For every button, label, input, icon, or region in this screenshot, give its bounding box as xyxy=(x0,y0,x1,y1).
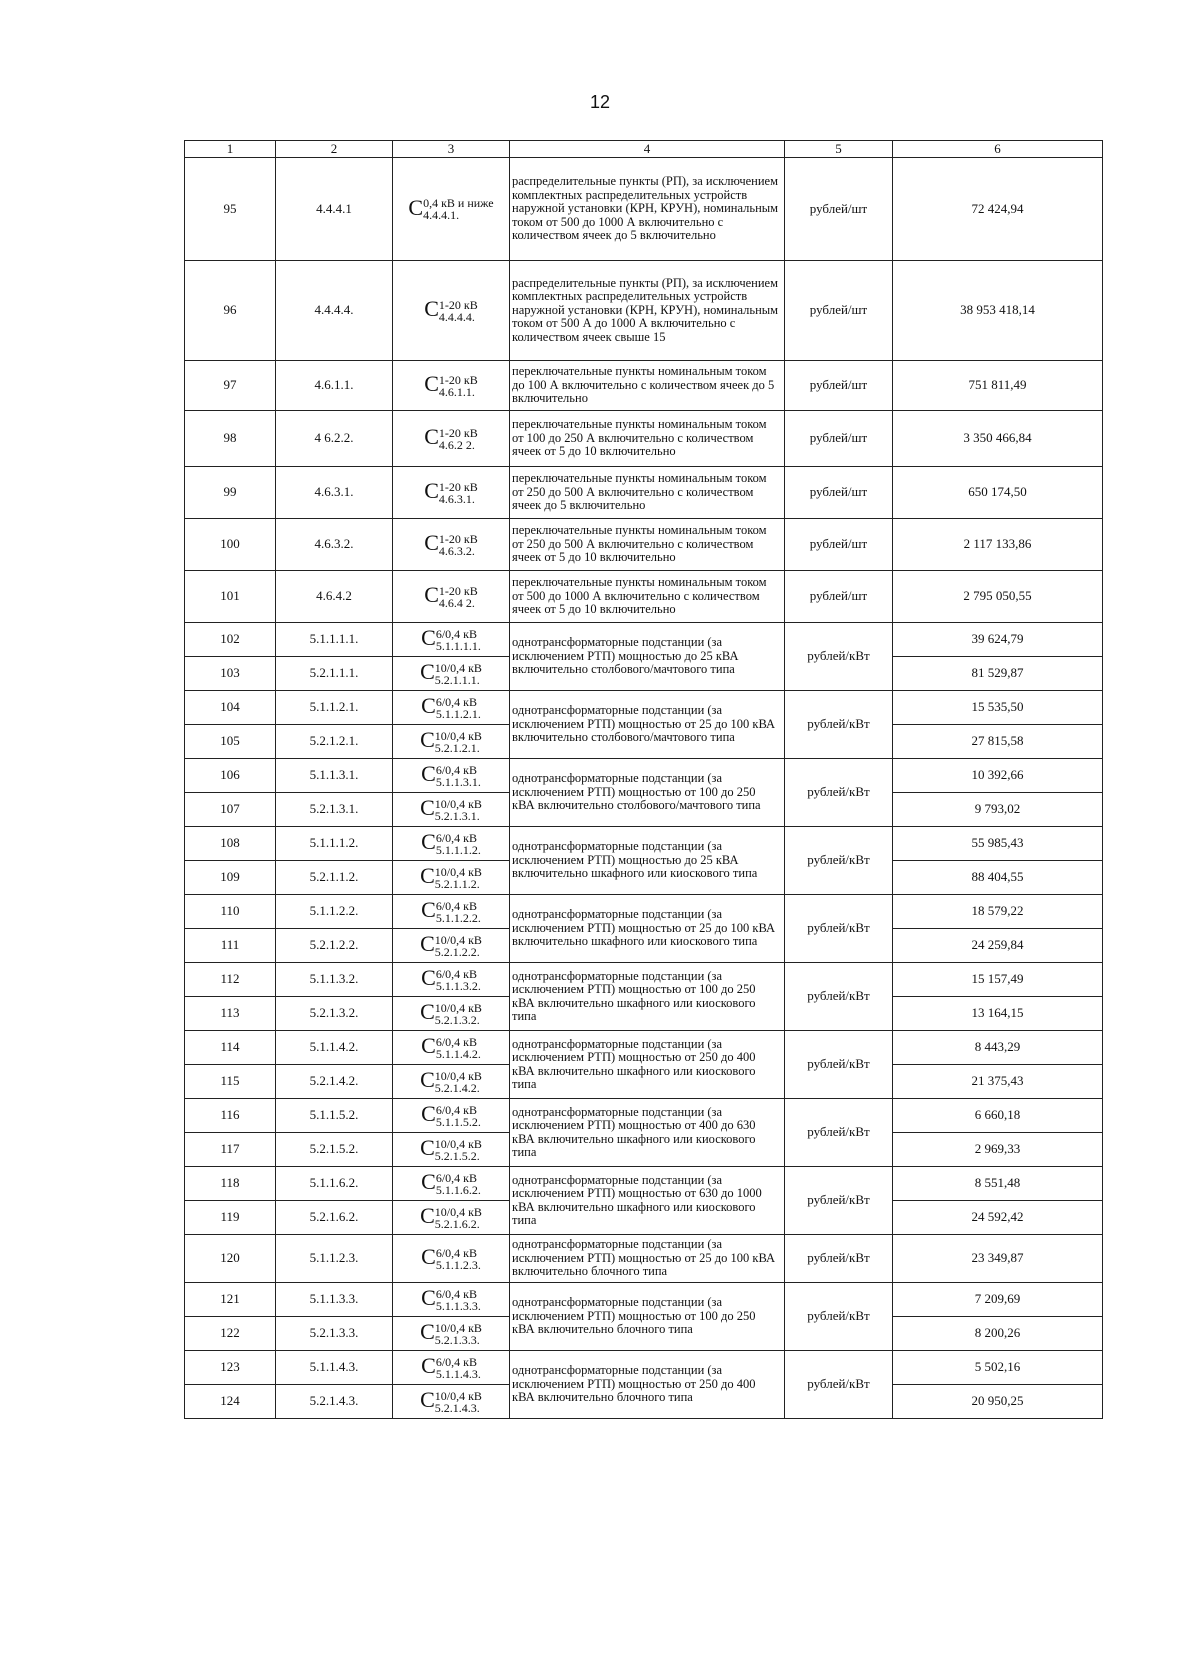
rate-index-subscript: 5.2.1.4.2. xyxy=(434,1080,480,1095)
rate-code-cell xyxy=(393,759,510,793)
rate-code-cell xyxy=(393,1283,510,1317)
rate-code-cell xyxy=(393,1133,510,1167)
row-number: 108 xyxy=(185,827,276,861)
section-code: 5.1.1.2.3. xyxy=(276,1235,393,1283)
object-description: переключательные пункты номинальным током от 250 до 500 А включительно с количеством ячеек до 5 включительно xyxy=(510,467,785,519)
rate-code-cell xyxy=(393,467,510,519)
row-number: 109 xyxy=(185,861,276,895)
section-code: 5.1.1.2.1. xyxy=(276,691,393,725)
rate-symbol: C 10/0,4 кВ 5.2.1.2.1. xyxy=(420,727,482,755)
price-value: 2 969,33 xyxy=(893,1133,1103,1167)
section-code: 5.2.1.4.2. xyxy=(276,1065,393,1099)
table-row xyxy=(185,158,1103,261)
rate-symbol: C 6/0,4 кВ 5.1.1.1.2. xyxy=(421,829,481,857)
rate-voltage-superscript: 1-20 кВ xyxy=(438,479,478,494)
unit-of-measure: рублей/кВт xyxy=(785,1351,893,1419)
price-value: 24 592,42 xyxy=(893,1201,1103,1235)
rate-voltage-superscript: 6/0,4 кВ xyxy=(435,1286,478,1301)
rate-voltage-superscript: 6/0,4 кВ xyxy=(435,898,478,913)
unit-of-measure: рублей/шт xyxy=(785,158,893,261)
rate-code-cell xyxy=(393,963,510,997)
rate-index-subscript: 5.1.1.2.1. xyxy=(435,706,481,721)
section-code: 5.1.1.2.2. xyxy=(276,895,393,929)
rate-symbol: C 6/0,4 кВ 5.1.1.3.2. xyxy=(421,965,481,993)
object-description: однотрансформаторные подстанции (за исключением РТП) мощностью от 25 до 100 кВА включительно блочного типа xyxy=(510,1235,785,1283)
rate-code-cell xyxy=(393,1065,510,1099)
table-row xyxy=(185,895,1103,929)
rate-voltage-superscript: 1-20 кВ xyxy=(438,425,478,440)
rate-code-cell xyxy=(393,793,510,827)
price-value: 23 349,87 xyxy=(893,1235,1103,1283)
price-value: 15 157,49 xyxy=(893,963,1103,997)
price-value: 5 502,16 xyxy=(893,1351,1103,1385)
rate-code-cell xyxy=(393,725,510,759)
price-value: 13 164,15 xyxy=(893,997,1103,1031)
table-row xyxy=(185,571,1103,623)
row-number: 100 xyxy=(185,519,276,571)
price-value: 2 795 050,55 xyxy=(893,571,1103,623)
rate-symbol: C 1-20 кВ 4.4.4.4. xyxy=(424,296,478,324)
object-description: распределительные пункты (РП), за исключением комплектных распределительных устройств наружной установки (КРН, КРУН), номинальным током от 500 до 1000 А включительно с количеством ячеек до 5 включительно xyxy=(510,158,785,261)
row-number: 123 xyxy=(185,1351,276,1385)
rate-index-subscript: 4.6.4 2. xyxy=(438,595,475,610)
rate-index-subscript: 4.4.4.1. xyxy=(423,208,460,223)
price-value: 8 200,26 xyxy=(893,1317,1103,1351)
unit-of-measure: рублей/шт xyxy=(785,361,893,411)
object-description: переключательные пункты номинальным током от 250 до 500 А включительно с количеством ячеек от 5 до 10 включительно xyxy=(510,519,785,571)
section-code: 5.2.1.1.1. xyxy=(276,657,393,691)
object-description: распределительные пункты (РП), за исключением комплектных распределительных устройств наружной установки (КРН, КРУН), номинальным током от 500 А до 1000 А включительно с количеством ячеек свыше 15 xyxy=(510,261,785,361)
rate-voltage-superscript: 6/0,4 кВ xyxy=(435,626,478,641)
object-description: однотрансформаторные подстанции (за исключением РТП) мощностью до 25 кВА включительно столбового/мачтового типа xyxy=(510,623,785,691)
price-value: 27 815,58 xyxy=(893,725,1103,759)
rate-index-subscript: 5.1.1.2.2. xyxy=(435,910,481,925)
unit-of-measure: рублей/кВт xyxy=(785,1235,893,1283)
rate-symbol: C 10/0,4 кВ 5.2.1.6.2. xyxy=(420,1203,482,1231)
column-header-4: 4 xyxy=(510,141,785,158)
column-header-3: 3 xyxy=(393,141,510,158)
rate-index-subscript: 5.1.1.1.1. xyxy=(435,638,481,653)
rate-symbol: C 1-20 кВ 4.6.3.1. xyxy=(424,478,478,506)
rate-voltage-superscript: 10/0,4 кВ xyxy=(434,1388,482,1403)
row-number: 122 xyxy=(185,1317,276,1351)
rate-voltage-superscript: 6/0,4 кВ xyxy=(435,1102,478,1117)
column-header-5: 5 xyxy=(785,141,893,158)
price-value: 55 985,43 xyxy=(893,827,1103,861)
price-value: 2 117 133,86 xyxy=(893,519,1103,571)
price-value: 38 953 418,14 xyxy=(893,261,1103,361)
price-value: 18 579,22 xyxy=(893,895,1103,929)
row-number: 116 xyxy=(185,1099,276,1133)
section-code: 5.2.1.6.2. xyxy=(276,1201,393,1235)
column-header-1: 1 xyxy=(185,141,276,158)
section-code: 4.4.4.4. xyxy=(276,261,393,361)
object-description: однотрансформаторные подстанции (за исключением РТП) мощностью от 400 до 630 кВА включительно шкафного или киоскового типа xyxy=(510,1099,785,1167)
section-code: 5.2.1.3.3. xyxy=(276,1317,393,1351)
price-value: 72 424,94 xyxy=(893,158,1103,261)
rate-voltage-superscript: 1-20 кВ xyxy=(438,583,478,598)
rate-voltage-superscript: 6/0,4 кВ xyxy=(435,694,478,709)
rate-code-cell xyxy=(393,158,510,261)
unit-of-measure: рублей/кВт xyxy=(785,1099,893,1167)
unit-of-measure: рублей/кВт xyxy=(785,895,893,963)
row-number: 124 xyxy=(185,1385,276,1419)
rate-index-subscript: 5.2.1.3.2. xyxy=(434,1012,480,1027)
row-number: 104 xyxy=(185,691,276,725)
unit-of-measure: рублей/кВт xyxy=(785,1167,893,1235)
section-code: 5.1.1.1.1. xyxy=(276,623,393,657)
rate-index-subscript: 5.2.1.3.3. xyxy=(434,1332,480,1347)
rate-voltage-superscript: 1-20 кВ xyxy=(438,531,478,546)
row-number: 117 xyxy=(185,1133,276,1167)
row-number: 118 xyxy=(185,1167,276,1201)
rate-symbol: C 6/0,4 кВ 5.1.1.3.3. xyxy=(421,1285,481,1313)
rate-symbol: C 10/0,4 кВ 5.2.1.2.2. xyxy=(420,931,482,959)
rate-code-cell xyxy=(393,691,510,725)
rate-code-cell xyxy=(393,361,510,411)
rate-index-subscript: 5.1.1.3.2. xyxy=(435,978,481,993)
rate-index-subscript: 5.2.1.5.2. xyxy=(434,1148,480,1163)
column-header-6: 6 xyxy=(893,141,1103,158)
table-row xyxy=(185,1031,1103,1065)
rate-voltage-superscript: 10/0,4 кВ xyxy=(434,1068,482,1083)
rate-symbol: C 0,4 кВ и ниже 4.4.4.1. xyxy=(408,194,494,223)
rate-code-cell xyxy=(393,929,510,963)
section-code: 5.1.1.4.3. xyxy=(276,1351,393,1385)
price-value: 81 529,87 xyxy=(893,657,1103,691)
tariff-table xyxy=(184,140,1103,1419)
table-row xyxy=(185,1099,1103,1133)
rate-symbol: C 6/0,4 кВ 5.1.1.2.3. xyxy=(421,1244,481,1272)
unit-of-measure: рублей/шт xyxy=(785,519,893,571)
rate-code-cell xyxy=(393,997,510,1031)
rate-voltage-superscript: 10/0,4 кВ xyxy=(434,932,482,947)
section-code: 5.2.1.4.3. xyxy=(276,1385,393,1419)
rate-symbol: C 1-20 кВ 4.6.1.1. xyxy=(424,371,478,399)
rate-index-subscript: 5.1.1.1.2. xyxy=(435,842,481,857)
rate-voltage-superscript: 6/0,4 кВ xyxy=(435,1354,478,1369)
rate-voltage-superscript: 6/0,4 кВ xyxy=(435,830,478,845)
table-row xyxy=(185,691,1103,725)
object-description: однотрансформаторные подстанции (за исключением РТП) мощностью от 250 до 400 кВА включительно шкафного или киоскового типа xyxy=(510,1031,785,1099)
rate-code-cell xyxy=(393,1351,510,1385)
row-number: 95 xyxy=(185,158,276,261)
unit-of-measure: рублей/кВт xyxy=(785,1031,893,1099)
row-number: 105 xyxy=(185,725,276,759)
object-description: однотрансформаторные подстанции (за исключением РТП) мощностью от 630 до 1000 кВА включительно шкафного или киоскового типа xyxy=(510,1167,785,1235)
rate-symbol: C 6/0,4 кВ 5.1.1.4.2. xyxy=(421,1033,481,1061)
rate-symbol: C 6/0,4 кВ 5.1.1.3.1. xyxy=(421,761,481,789)
rate-symbol: C 1-20 кВ 4.6.3.2. xyxy=(424,530,478,558)
row-number: 96 xyxy=(185,261,276,361)
object-description: однотрансформаторные подстанции (за исключением РТП) мощностью от 100 до 250 кВА включительно блочного типа xyxy=(510,1283,785,1351)
rate-index-subscript: 5.2.1.3.1. xyxy=(434,808,480,823)
object-description: однотрансформаторные подстанции (за исключением РТП) мощностью от 100 до 250 кВА включительно шкафного или киоскового типа xyxy=(510,963,785,1031)
object-description: переключательные пункты номинальным током до 100 А включительно с количеством ячеек до 5 включительно xyxy=(510,361,785,411)
rate-symbol: C 6/0,4 кВ 5.1.1.4.3. xyxy=(421,1353,481,1381)
rate-code-cell xyxy=(393,571,510,623)
rate-index-subscript: 5.2.1.2.2. xyxy=(434,944,480,959)
rate-code-cell xyxy=(393,411,510,467)
rate-code-cell xyxy=(393,861,510,895)
column-header-2: 2 xyxy=(276,141,393,158)
table-row xyxy=(185,467,1103,519)
section-code: 5.2.1.5.2. xyxy=(276,1133,393,1167)
section-code: 4.6.4.2 xyxy=(276,571,393,623)
rate-voltage-superscript: 10/0,4 кВ xyxy=(434,864,482,879)
section-code: 5.1.1.3.3. xyxy=(276,1283,393,1317)
row-number: 113 xyxy=(185,997,276,1031)
rate-voltage-superscript: 1-20 кВ xyxy=(438,297,478,312)
rate-voltage-superscript: 6/0,4 кВ xyxy=(435,1245,478,1260)
price-value: 39 624,79 xyxy=(893,623,1103,657)
rate-code-cell xyxy=(393,519,510,571)
rate-symbol: C 6/0,4 кВ 5.1.1.1.1. xyxy=(421,625,481,653)
row-number: 120 xyxy=(185,1235,276,1283)
unit-of-measure: рублей/шт xyxy=(785,261,893,361)
table-row xyxy=(185,827,1103,861)
row-number: 111 xyxy=(185,929,276,963)
object-description: однотрансформаторные подстанции (за исключением РТП) мощностью от 250 до 400 кВА включительно блочного типа xyxy=(510,1351,785,1419)
unit-of-measure: рублей/шт xyxy=(785,467,893,519)
rate-index-subscript: 4.4.4.4. xyxy=(438,309,475,324)
unit-of-measure: рублей/кВт xyxy=(785,827,893,895)
price-value: 20 950,25 xyxy=(893,1385,1103,1419)
table-row xyxy=(185,963,1103,997)
unit-of-measure: рублей/шт xyxy=(785,411,893,467)
rate-symbol: C 10/0,4 кВ 5.2.1.5.2. xyxy=(420,1135,482,1163)
section-code: 5.2.1.2.2. xyxy=(276,929,393,963)
rate-code-cell xyxy=(393,1099,510,1133)
row-number: 114 xyxy=(185,1031,276,1065)
section-code: 5.1.1.3.1. xyxy=(276,759,393,793)
row-number: 119 xyxy=(185,1201,276,1235)
section-code: 5.1.1.5.2. xyxy=(276,1099,393,1133)
rate-voltage-superscript: 10/0,4 кВ xyxy=(434,796,482,811)
table-row xyxy=(185,411,1103,467)
section-code: 5.2.1.3.1. xyxy=(276,793,393,827)
rate-voltage-superscript: 0,4 кВ и ниже xyxy=(423,196,494,211)
unit-of-measure: рублей/кВт xyxy=(785,963,893,1031)
section-code: 5.1.1.6.2. xyxy=(276,1167,393,1201)
row-number: 112 xyxy=(185,963,276,997)
rate-code-cell xyxy=(393,1385,510,1419)
section-code: 5.1.1.3.2. xyxy=(276,963,393,997)
rate-index-subscript: 5.2.1.6.2. xyxy=(434,1216,480,1231)
table-row xyxy=(185,261,1103,361)
row-number: 101 xyxy=(185,571,276,623)
section-code: 5.1.1.1.2. xyxy=(276,827,393,861)
rate-voltage-superscript: 10/0,4 кВ xyxy=(434,1204,482,1219)
rate-symbol: C 10/0,4 кВ 5.2.1.3.2. xyxy=(420,999,482,1027)
rate-symbol: C 6/0,4 кВ 5.1.1.6.2. xyxy=(421,1169,481,1197)
row-number: 99 xyxy=(185,467,276,519)
rate-voltage-superscript: 10/0,4 кВ xyxy=(434,1320,482,1335)
rate-code-cell xyxy=(393,895,510,929)
rate-index-subscript: 5.2.1.4.3. xyxy=(434,1400,480,1415)
section-code: 4.6.1.1. xyxy=(276,361,393,411)
object-description: однотрансформаторные подстанции (за исключением РТП) мощностью от 100 до 250 кВА включительно столбового/мачтового типа xyxy=(510,759,785,827)
rate-symbol: C 6/0,4 кВ 5.1.1.2.2. xyxy=(421,897,481,925)
rate-index-subscript: 5.2.1.2.1. xyxy=(434,740,480,755)
rate-voltage-superscript: 6/0,4 кВ xyxy=(435,966,478,981)
rate-code-cell xyxy=(393,261,510,361)
row-number: 106 xyxy=(185,759,276,793)
table-row xyxy=(185,1167,1103,1201)
rate-symbol: C 1-20 кВ 4.6.4 2. xyxy=(424,582,478,610)
rate-index-subscript: 4.6.3.2. xyxy=(438,543,475,558)
object-description: однотрансформаторные подстанции (за исключением РТП) мощностью от 25 до 100 кВА включительно шкафного или киоскового типа xyxy=(510,895,785,963)
price-value: 8 443,29 xyxy=(893,1031,1103,1065)
rate-symbol: C 6/0,4 кВ 5.1.1.5.2. xyxy=(421,1101,481,1129)
price-value: 21 375,43 xyxy=(893,1065,1103,1099)
price-value: 24 259,84 xyxy=(893,929,1103,963)
rate-voltage-superscript: 10/0,4 кВ xyxy=(434,728,482,743)
rate-index-subscript: 5.1.1.3.1. xyxy=(435,774,481,789)
section-code: 4.6.3.1. xyxy=(276,467,393,519)
rate-symbol: C 10/0,4 кВ 5.2.1.3.3. xyxy=(420,1319,482,1347)
section-code: 5.2.1.3.2. xyxy=(276,997,393,1031)
table-row xyxy=(185,361,1103,411)
table-row xyxy=(185,1351,1103,1385)
row-number: 107 xyxy=(185,793,276,827)
row-number: 115 xyxy=(185,1065,276,1099)
price-value: 10 392,66 xyxy=(893,759,1103,793)
rate-voltage-superscript: 10/0,4 кВ xyxy=(434,1136,482,1151)
section-code: 5.1.1.4.2. xyxy=(276,1031,393,1065)
row-number: 98 xyxy=(185,411,276,467)
unit-of-measure: рублей/кВт xyxy=(785,623,893,691)
table-row xyxy=(185,759,1103,793)
rate-voltage-superscript: 6/0,4 кВ xyxy=(435,1170,478,1185)
price-value: 7 209,69 xyxy=(893,1283,1103,1317)
rate-code-cell xyxy=(393,1317,510,1351)
rate-voltage-superscript: 6/0,4 кВ xyxy=(435,762,478,777)
rate-index-subscript: 5.1.1.4.2. xyxy=(435,1046,481,1061)
object-description: однотрансформаторные подстанции (за исключением РТП) мощностью до 25 кВА включительно шкафного или киоскового типа xyxy=(510,827,785,895)
rate-index-subscript: 5.1.1.2.3. xyxy=(435,1257,481,1272)
rate-index-subscript: 5.1.1.3.3. xyxy=(435,1298,481,1313)
table-row xyxy=(185,623,1103,657)
rate-symbol: C 10/0,4 кВ 5.2.1.4.2. xyxy=(420,1067,482,1095)
rate-symbol: C 10/0,4 кВ 5.2.1.1.1. xyxy=(420,659,482,687)
rate-code-cell xyxy=(393,623,510,657)
rate-index-subscript: 5.2.1.1.2. xyxy=(434,876,480,891)
section-code: 4.4.4.1 xyxy=(276,158,393,261)
unit-of-measure: рублей/кВт xyxy=(785,1283,893,1351)
rate-code-cell xyxy=(393,1235,510,1283)
rate-index-subscript: 4.6.2 2. xyxy=(438,437,475,452)
rate-voltage-superscript: 10/0,4 кВ xyxy=(434,660,482,675)
row-number: 97 xyxy=(185,361,276,411)
unit-of-measure: рублей/кВт xyxy=(785,759,893,827)
rate-voltage-superscript: 1-20 кВ xyxy=(438,372,478,387)
rate-index-subscript: 4.6.1.1. xyxy=(438,384,475,399)
rate-index-subscript: 5.1.1.5.2. xyxy=(435,1114,481,1129)
rate-symbol: C 6/0,4 кВ 5.1.1.2.1. xyxy=(421,693,481,721)
row-number: 110 xyxy=(185,895,276,929)
rate-index-subscript: 5.2.1.1.1. xyxy=(434,672,480,687)
rate-symbol: C 10/0,4 кВ 5.2.1.3.1. xyxy=(420,795,482,823)
object-description: однотрансформаторные подстанции (за исключением РТП) мощностью от 25 до 100 кВА включительно столбового/мачтового типа xyxy=(510,691,785,759)
object-description: переключательные пункты номинальным током от 100 до 250 А включительно с количеством ячеек от 5 до 10 включительно xyxy=(510,411,785,467)
object-description: переключательные пункты номинальным током от 500 до 1000 А включительно с количеством ячеек от 5 до 10 включительно xyxy=(510,571,785,623)
rate-code-cell xyxy=(393,1031,510,1065)
unit-of-measure: рублей/кВт xyxy=(785,691,893,759)
table-row xyxy=(185,1283,1103,1317)
page-number: 12 xyxy=(589,92,611,112)
rate-index-subscript: 5.1.1.4.3. xyxy=(435,1366,481,1381)
rate-index-subscript: 4.6.3.1. xyxy=(438,491,475,506)
rate-index-subscript: 5.1.1.6.2. xyxy=(435,1182,481,1197)
rate-code-cell xyxy=(393,1167,510,1201)
row-number: 102 xyxy=(185,623,276,657)
rate-symbol: C 10/0,4 кВ 5.2.1.1.2. xyxy=(420,863,482,891)
tariff-table-body xyxy=(185,141,1103,1419)
rate-code-cell xyxy=(393,827,510,861)
price-value: 751 811,49 xyxy=(893,361,1103,411)
rate-code-cell xyxy=(393,1201,510,1235)
rate-symbol: C 10/0,4 кВ 5.2.1.4.3. xyxy=(420,1387,482,1415)
price-value: 3 350 466,84 xyxy=(893,411,1103,467)
rate-code-cell xyxy=(393,657,510,691)
column-header-row xyxy=(185,141,1103,158)
section-code: 5.2.1.1.2. xyxy=(276,861,393,895)
section-code: 4 6.2.2. xyxy=(276,411,393,467)
price-value: 9 793,02 xyxy=(893,793,1103,827)
row-number: 121 xyxy=(185,1283,276,1317)
rate-symbol: C 1-20 кВ 4.6.2 2. xyxy=(424,424,478,452)
price-value: 15 535,50 xyxy=(893,691,1103,725)
unit-of-measure: рублей/шт xyxy=(785,571,893,623)
price-value: 88 404,55 xyxy=(893,861,1103,895)
row-number: 103 xyxy=(185,657,276,691)
price-value: 8 551,48 xyxy=(893,1167,1103,1201)
rate-voltage-superscript: 6/0,4 кВ xyxy=(435,1034,478,1049)
table-row xyxy=(185,519,1103,571)
price-value: 6 660,18 xyxy=(893,1099,1103,1133)
rate-voltage-superscript: 10/0,4 кВ xyxy=(434,1000,482,1015)
price-value: 650 174,50 xyxy=(893,467,1103,519)
table-row xyxy=(185,1235,1103,1283)
section-code: 4.6.3.2. xyxy=(276,519,393,571)
section-code: 5.2.1.2.1. xyxy=(276,725,393,759)
